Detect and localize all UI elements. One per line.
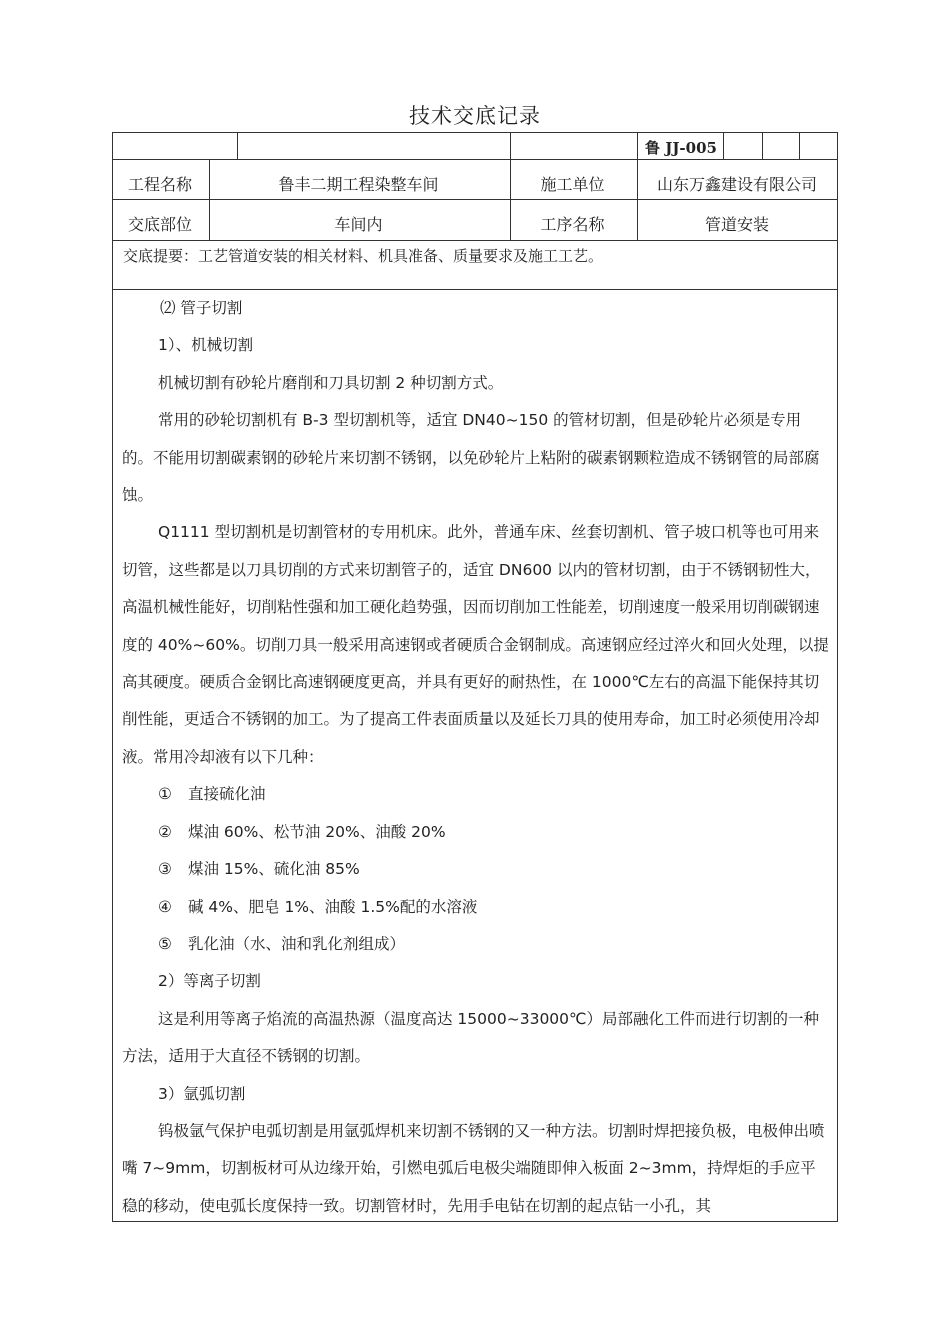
list-text: 直接硫化油 — [188, 785, 266, 804]
subsection-heading: 2）等离子切割 — [158, 972, 261, 991]
list-item — [122, 814, 830, 851]
contractor-label: 施工单位 — [540, 175, 605, 194]
list-item — [122, 889, 830, 926]
process-value: 管道安装 — [704, 215, 769, 234]
location-value: 车间内 — [334, 215, 383, 234]
list-item — [122, 926, 830, 963]
list-text: 煤油 60%、松节油 20%、油酸 20% — [188, 822, 446, 841]
list-number: ② — [158, 822, 172, 841]
col-divider — [637, 133, 638, 159]
row-divider — [113, 159, 837, 160]
list-item — [122, 851, 830, 888]
col-divider — [799, 133, 800, 159]
subsection-heading: 1）、机械切割 — [158, 336, 254, 355]
paragraph: 机械切割有砂轮片磨削和刀具切割 2 种切割方式。 — [158, 373, 504, 392]
col-divider — [723, 133, 724, 159]
col-divider — [510, 133, 511, 159]
paragraph: 钨极氩气保护电弧切割是用氩弧焊机来切割不锈钢的又一种方法。切割时焊把接负极，电极伸出喷嘴 7~9mm，切割板材可从边缘开始，引燃电弧后电极尖端随即伸入板面 2~3mm，持焊炬的手应平稳的移动，使电弧长度保持一致。切割管材时，先用手电钻在切割的起点钻一小孔，其 — [122, 1121, 825, 1215]
content-body — [122, 290, 830, 1225]
document-title: 技术交底记录 — [409, 104, 541, 128]
subsection-heading: 3）氩弧切割 — [158, 1084, 246, 1103]
paragraph: 常用的砂轮切割机有 B-3 型切割机等，适宜 DN40~150 的管材切割，但是砂轮片必须是专用的。不能用切割碳素钢的砂轮片来切割不锈钢，以免砂轮片上粘附的碳素钢颗粒造成不锈钢管的局部腐蚀。 — [122, 411, 820, 505]
row-divider — [113, 240, 837, 241]
section-heading: ⑵ 管子切割 — [160, 299, 243, 317]
list-text: 碱 4%、肥皂 1%、油酸 1.5%配的水溶液 — [188, 897, 478, 916]
col-divider — [762, 133, 763, 159]
col-divider — [237, 133, 238, 159]
list-number: ③ — [158, 860, 172, 879]
list-number: ⑤ — [158, 934, 172, 953]
row-divider — [113, 199, 837, 200]
list-text: 煤油 15%、硫化油 85% — [188, 860, 360, 879]
list-text: 乳化油（水、油和乳化剂组成） — [188, 934, 406, 953]
contractor-value: 山东万鑫建设有限公司 — [656, 175, 817, 194]
disclosure-summary: 交底提要：工艺管道安装的相关材料、机具准备、质量要求及施工工艺。 — [123, 247, 604, 265]
paragraph: 这是利用等离子焰流的高温热源（温度高达 15000~33000℃）局部融化工件而进行切割的一种方法，适用于大直径不锈钢的切割。 — [122, 1009, 819, 1066]
location-label: 交底部位 — [127, 215, 192, 234]
list-item — [122, 776, 830, 813]
list-number: ① — [158, 785, 172, 804]
project-name-value: 鲁丰二期工程染整车间 — [278, 175, 439, 194]
process-label: 工序名称 — [540, 215, 605, 234]
paragraph: Q1111 型切割机是切割管材的专用机床。此外，普通车床、丝套切割机、管子坡口机等也可用来切管，这些都是以刀具切削的方式来切割管子的，适宜 DN600 以内的管材切割，由于不锈钢韧性大，高温机械性能好，切削粘性强和加工硬化趋势强，因而切削加工性能差，切削速度一般采用切削碳钢速度的 40%~60%。切削刀具一般采用高速钢或者硬质合金钢制成。高速钢应经过淬火和回火处理，以提高其硬度。硬质合金钢比高速钢硬度更高，并具有更好的耐热性，在 1000℃左右的高温下能保持其切削性能，更适合不锈钢的加工。为了提高工件表面质量以及延长刀具的使用寿命，加工时必须使用冷却液。常用冷却液有以下几种： — [122, 523, 829, 766]
document-code: 鲁 JJ-005 — [645, 139, 717, 157]
project-name-label: 工程名称 — [127, 175, 192, 194]
list-number: ④ — [158, 897, 172, 916]
